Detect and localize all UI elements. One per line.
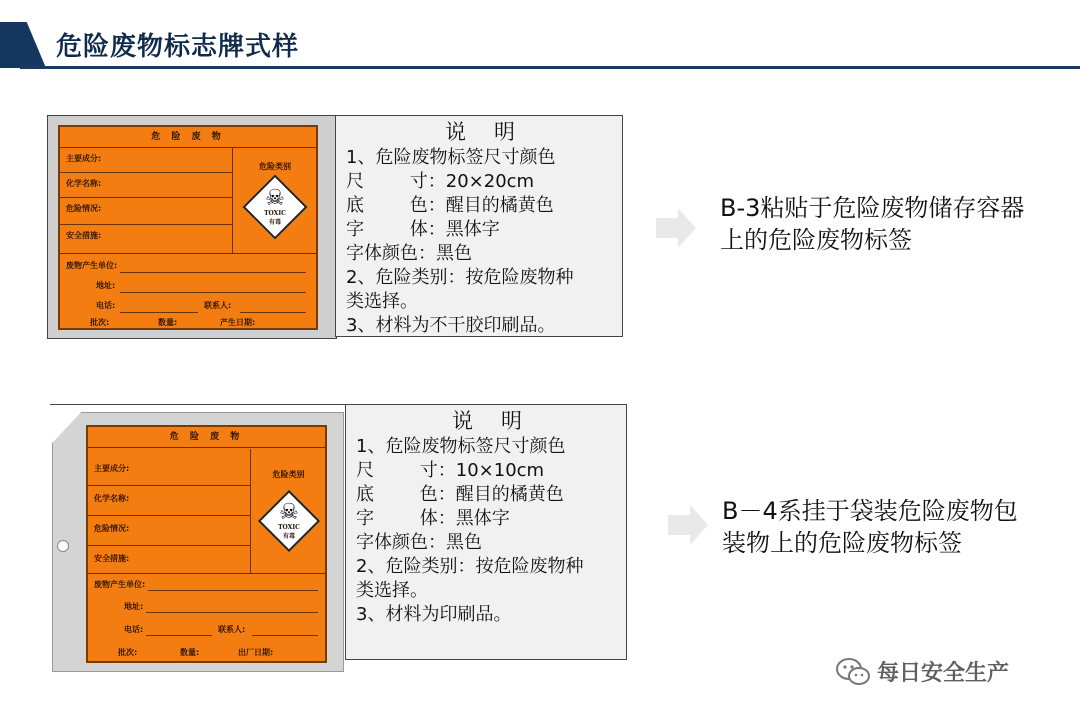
label-heading: 危 险 废 物 (60, 127, 316, 148)
field-underline (148, 590, 318, 591)
field-hazard-situation: 危险情况: (66, 204, 102, 213)
field-quantity: 数量: (180, 648, 200, 657)
toxic-en-text: TOXIC (278, 524, 300, 531)
field-batch: 批次: (90, 318, 110, 327)
toxic-cn-text: 有毒 (268, 219, 281, 226)
field-divider (60, 253, 316, 254)
section-caption (720, 192, 1024, 256)
field-contact: 联系人: (204, 301, 232, 310)
field-divider (88, 545, 250, 546)
field-underline (240, 312, 306, 313)
caption-line: 装物上的危险废物标签 (722, 529, 962, 557)
toxic-cn-text: 有毒 (282, 533, 295, 540)
field-underline (146, 635, 212, 636)
hazard-label (86, 425, 327, 663)
description-line: 1、危险废物标签尺寸颜色 (346, 147, 556, 168)
header-divider (20, 66, 1080, 69)
description-line: 尺 寸：10×10cm (356, 460, 545, 481)
section-caption (722, 495, 1018, 559)
description-line: 3、材料为印刷品。 (356, 604, 512, 625)
wechat-icon (835, 657, 871, 687)
toxic-diamond (258, 490, 320, 552)
field-chemical-name: 化学名称: (94, 494, 130, 503)
field-batch: 批次: (118, 648, 138, 657)
field-hazard-situation: 危险情况: (94, 524, 130, 533)
description-line: 底 色：醒目的橘黄色 (346, 195, 554, 216)
field-divider (60, 224, 232, 225)
field-address: 地址: (124, 602, 144, 611)
watermark (835, 656, 1009, 687)
caption-line: B-3粘贴于危险废物储存容器 (720, 194, 1025, 222)
description-line: 2、危险类别：按危险废物种 (346, 267, 574, 288)
field-safety-measures: 安全措施: (66, 231, 102, 240)
arrow-right-icon (656, 208, 696, 248)
skull-crossbones-icon: ☠ (279, 500, 299, 525)
toxic-diamond (242, 174, 307, 239)
field-quantity: 数量: (158, 318, 178, 327)
label-heading: 危 险 废 物 (88, 427, 325, 448)
field-underline (252, 635, 318, 636)
tag-hole (57, 540, 69, 552)
description-cell (335, 115, 623, 337)
description-line: 3、材料为不干胶印刷品。 (346, 315, 556, 336)
category-title: 危险类别 (259, 162, 291, 171)
top-rule (50, 404, 346, 405)
field-divider (60, 172, 232, 173)
field-date: 出厂日期: (238, 648, 274, 657)
field-underline (146, 612, 318, 613)
description-line: 类选择。 (346, 291, 418, 312)
field-phone: 电话: (96, 301, 116, 310)
skull-crossbones-icon: ☠ (265, 186, 285, 211)
label-image-cell (47, 115, 337, 339)
description-line: 尺 寸：20×20cm (346, 171, 535, 192)
field-producer: 废物产生单位: (66, 261, 118, 270)
description-line: 1、危险废物标签尺寸颜色 (356, 436, 566, 457)
field-underline (120, 312, 198, 313)
field-divider (88, 573, 325, 574)
page-title: 危险废物标志牌式样 (56, 32, 300, 62)
field-divider (60, 197, 232, 198)
field-producer: 废物产生单位: (94, 580, 146, 589)
header-accent-shape (0, 22, 46, 68)
description-title: 说明 (445, 120, 543, 144)
arrow-right-icon (668, 505, 708, 545)
watermark-text: 每日安全生产 (877, 661, 1010, 686)
field-safety-measures: 安全措施: (94, 554, 130, 563)
field-underline (120, 272, 306, 273)
hazard-label (58, 125, 318, 330)
field-chemical-name: 化学名称: (66, 179, 102, 188)
field-phone: 电话: (124, 625, 144, 634)
field-underline (120, 292, 306, 293)
description-line: 字 体：黑体字 (346, 219, 500, 240)
category-box (250, 449, 326, 574)
description-cell (345, 404, 627, 660)
caption-line: 上的危险废物标签 (720, 226, 912, 254)
description-line: 类选择。 (356, 580, 428, 601)
field-divider (88, 515, 250, 516)
description-line: 底 色：醒目的橘黄色 (356, 484, 564, 505)
field-main-component: 主要成分: (66, 154, 102, 163)
category-box (232, 147, 317, 254)
field-contact: 联系人: (218, 625, 246, 634)
description-title: 说明 (452, 409, 550, 433)
field-address: 地址: (96, 281, 116, 290)
field-main-component: 主要成分: (94, 464, 130, 473)
caption-line: B－4系挂于袋装危险废物包 (722, 497, 1018, 525)
description-line: 字体颜色：黑色 (356, 532, 482, 553)
description-line: 字 体：黑体字 (356, 508, 510, 529)
description-line: 2、危险类别：按危险废物种 (356, 556, 584, 577)
description-line: 字体颜色：黑色 (346, 243, 472, 264)
toxic-en-text: TOXIC (264, 210, 286, 217)
field-date: 产生日期: (220, 318, 256, 327)
category-title: 危险类别 (272, 470, 305, 479)
field-divider (88, 485, 250, 486)
